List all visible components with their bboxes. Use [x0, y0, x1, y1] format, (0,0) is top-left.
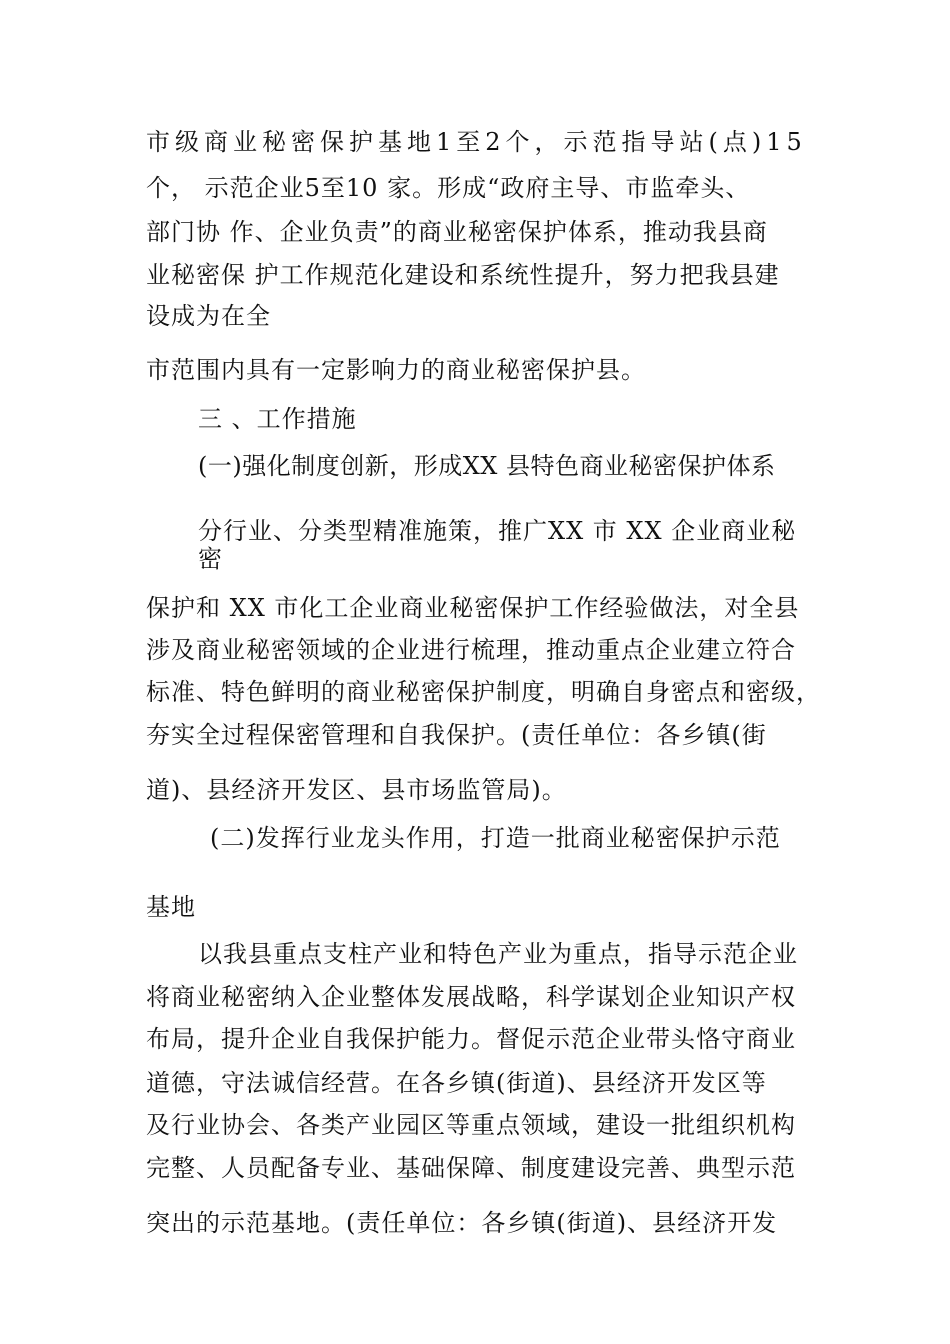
- paragraph-line: 分行业、分类型精准施策，推广XX 市 XX 企业商业秘: [198, 517, 797, 545]
- paragraph-line: 个， 示范企业5至10 家。形成“政府主导、市监牵头、: [146, 174, 751, 202]
- paragraph-line: 夯实全过程保密管理和自我保护。(责任单位：各乡镇(街: [146, 721, 767, 749]
- paragraph-line: 涉及商业秘密领域的企业进行梳理，推动重点企业建立符合: [146, 636, 796, 664]
- section-heading: 三 、工作措施: [198, 405, 357, 433]
- paragraph-line: 保护和 XX 市化工企业商业秘密保护工作经验做法，对全县: [146, 594, 800, 622]
- paragraph-line: 密: [198, 545, 223, 573]
- paragraph-line: 业秘密保 护工作规范化建设和系统性提升，努力把我县建: [146, 261, 780, 289]
- paragraph-line: 部门协 作、企业负责”的商业秘密保护体系，推动我县商: [146, 218, 768, 246]
- paragraph-line: 道德，守法诚信经营。在各乡镇(街道)、县经济开发区等: [146, 1069, 767, 1097]
- paragraph-line: 道)、县经济开发区、县市场监管局)。: [146, 776, 567, 804]
- paragraph-line: 市级商业秘密保护基地1至2个，示范指导站(点)15: [146, 128, 807, 156]
- paragraph-line: 设成为在全: [146, 302, 271, 330]
- paragraph-line: 市范围内具有一定影响力的商业秘密保护县。: [146, 356, 646, 384]
- paragraph-line: 及行业协会、各类产业园区等重点领域，建设一批组织机构: [146, 1111, 796, 1139]
- paragraph-line: 标准、特色鲜明的商业秘密保护制度，明确自身密点和密级，: [146, 678, 821, 706]
- subsection-heading: (二)发挥行业龙头作用，打造一批商业秘密保护示范: [210, 824, 781, 852]
- subsection-heading: 基地: [146, 893, 196, 921]
- paragraph-line: 布局，提升企业自我保护能力。督促示范企业带头恪守商业: [146, 1025, 796, 1053]
- paragraph-line: 将商业秘密纳入企业整体发展战略，科学谋划企业知识产权: [146, 983, 796, 1011]
- subsection-heading: (一)强化制度创新，形成XX 县特色商业秘密保护体系: [198, 452, 776, 480]
- paragraph-line: 突出的示范基地。(责任单位：各乡镇(街道)、县经济开发: [146, 1209, 778, 1237]
- paragraph-line: 完整、人员配备专业、基础保障、制度建设完善、典型示范: [146, 1154, 796, 1182]
- paragraph-line: 以我县重点支柱产业和特色产业为重点，指导示范企业: [198, 940, 798, 968]
